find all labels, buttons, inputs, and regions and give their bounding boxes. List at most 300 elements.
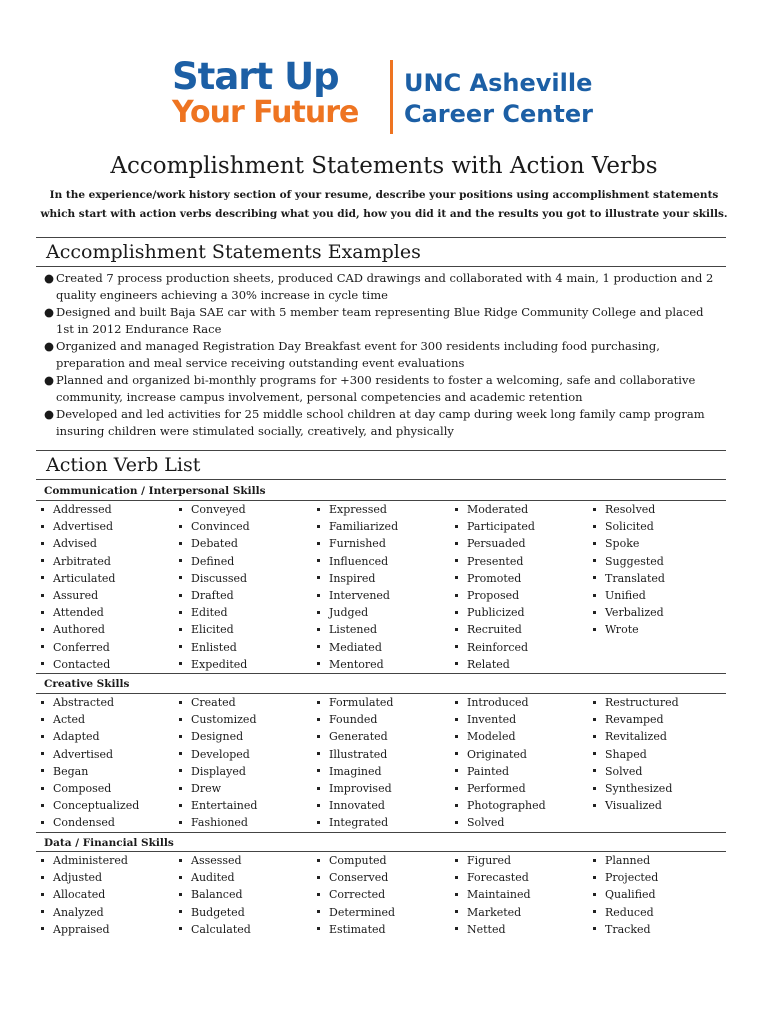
verb-label: Conceptualized [53,799,140,813]
square-bullet-icon [593,559,596,562]
verb-label: Mentored [329,657,384,671]
list-item [38,639,176,656]
square-bullet-icon [179,718,182,721]
square-bullet-icon [455,611,458,614]
square-bullet-icon [317,910,320,913]
square-bullet-icon [593,927,596,930]
square-bullet-icon [179,525,182,528]
list-item [176,797,314,814]
verb-column [314,852,452,938]
square-bullet-icon [593,859,596,862]
verb-label: Displayed [191,764,246,778]
list-item [176,746,314,763]
verb-label: Assessed [191,854,242,867]
square-bullet-icon [455,910,458,913]
square-bullet-icon [593,611,596,614]
verb-label: Proposed [467,589,520,603]
verb-label: Allocated [53,888,106,902]
verb-label: Arbitrated [53,554,111,568]
verb-label: Developed [191,747,250,761]
verb-label: Solved [605,764,643,778]
square-bullet-icon [179,662,182,665]
verb-label: Authored [53,623,105,637]
square-bullet-icon [179,821,182,824]
verb-label: Revamped [605,713,664,727]
examples-heading: Accomplishment Statements Examples [46,241,421,263]
verb-grid-data-financial [38,852,728,938]
list-item [314,639,452,656]
square-bullet-icon [455,927,458,930]
list-item [590,797,728,814]
verb-label: Drew [191,782,222,796]
verb-grid-communication [38,501,728,673]
verb-label: Restructured [605,696,679,709]
verb-label: Adjusted [53,871,103,885]
list-item [452,656,590,673]
verb-label: Attended [53,606,104,620]
square-bullet-icon [455,735,458,738]
list-item [452,797,590,814]
square-bullet-icon [593,594,596,597]
list-item [590,604,728,621]
square-bullet-icon [41,611,44,614]
square-bullet-icon [317,718,320,721]
square-bullet-icon [41,508,44,511]
career-center-logo [172,55,602,138]
list-item: ● Developed and led activities for 25 middle school children at day camp during week long family camp program insuring children were stimulated socially, creatively, and physically [44,407,705,438]
verb-label: Expressed [329,503,387,516]
square-bullet-icon [455,576,458,579]
verb-label: Spoke [605,537,640,551]
square-bullet-icon [179,508,182,511]
section-divider [36,832,726,833]
verb-label: Computed [329,854,387,867]
verb-label: Introduced [467,696,529,709]
list-item [314,886,452,903]
bullet-icon: ● [44,305,55,319]
list-item [176,904,314,921]
verb-label: Suggested [605,554,664,568]
verb-label: Judged [329,606,369,620]
logo-organization [404,68,593,130]
list-item [38,535,176,552]
verb-column [176,852,314,938]
square-bullet-icon [179,927,182,930]
square-bullet-icon [41,645,44,648]
verb-label: Integrated [329,816,389,830]
verb-label: Generated [329,730,388,744]
square-bullet-icon [593,508,596,511]
list-item [314,694,452,711]
square-bullet-icon [317,611,320,614]
verb-column [314,501,452,673]
verb-label: Imagined [329,764,382,778]
square-bullet-icon [41,769,44,772]
verb-label: Founded [329,713,378,727]
verb-label: Visualized [605,799,662,813]
square-bullet-icon [41,662,44,665]
verb-label: Adapted [53,730,100,744]
list-item [452,694,590,711]
verb-label: Audited [191,871,235,885]
verb-column [590,852,728,938]
square-bullet-icon [455,508,458,511]
square-bullet-icon [179,628,182,631]
verb-label: Wrote [605,623,639,637]
verb-label: Forecasted [467,871,529,885]
verb-label: Assured [53,589,99,603]
list-item: ● Created 7 process production sheets, produced CAD drawings and collaborated with 4 main, 1 production and 2 quality engineers achieving a 30% increase in cycle time [44,271,714,302]
list-item [314,621,452,638]
verb-label: Revitalized [605,730,667,744]
verb-label: Figured [467,854,512,867]
square-bullet-icon [317,927,320,930]
verb-label: Composed [53,782,112,796]
verb-label: Balanced [191,888,243,902]
bullet-icon: ● [44,271,55,285]
square-bullet-icon [455,769,458,772]
verb-label: Improvised [329,782,392,796]
square-bullet-icon [455,804,458,807]
list-item [176,639,314,656]
list-item [452,814,590,831]
square-bullet-icon [41,893,44,896]
list-item [590,711,728,728]
verb-label: Translated [605,571,665,585]
verb-label: Modeled [467,730,516,744]
square-bullet-icon [455,821,458,824]
verb-column [590,501,728,673]
list-item [176,518,314,535]
square-bullet-icon [317,752,320,755]
verb-label: Conferred [53,640,110,654]
square-bullet-icon [455,559,458,562]
list-item [314,797,452,814]
verb-label: Invented [467,713,517,727]
square-bullet-icon [179,542,182,545]
square-bullet-icon [41,628,44,631]
list-item [314,518,452,535]
square-bullet-icon [593,701,596,704]
list-item [38,797,176,814]
list-item [452,763,590,780]
list-item [590,553,728,570]
list-item [176,587,314,604]
square-bullet-icon [179,559,182,562]
verb-label: Administered [53,854,128,867]
square-bullet-icon [41,910,44,913]
verb-label: Verbalized [605,606,664,620]
logo-line-1: Start Up [172,55,339,98]
verb-column [38,694,176,832]
verb-label: Contacted [53,657,111,671]
square-bullet-icon [593,752,596,755]
square-bullet-icon [41,821,44,824]
list-item [452,587,590,604]
section-divider [36,450,726,451]
square-bullet-icon [317,576,320,579]
verb-label: Familiarized [329,520,399,534]
list-item [452,501,590,518]
verb-label: Advertised [53,747,114,761]
list-item [176,501,314,518]
verb-label: Maintained [467,888,531,902]
list-item [452,921,590,938]
verb-label: Designed [191,730,244,744]
square-bullet-icon [593,893,596,896]
list-item [452,518,590,535]
verb-label: Advertised [53,520,114,534]
verb-label: Reduced [605,905,654,919]
verb-label: Reinforced [467,640,529,654]
square-bullet-icon [41,559,44,562]
square-bullet-icon [317,804,320,807]
verb-label: Budgeted [191,905,245,919]
square-bullet-icon [41,594,44,597]
square-bullet-icon [317,876,320,879]
list-item: ● Designed and built Baja SAE car with 5 member team representing Blue Ridge Community College and placed 1st in 2012 Endurance Race [44,305,704,336]
verb-label: Synthesized [605,782,673,796]
square-bullet-icon [179,876,182,879]
square-bullet-icon [179,645,182,648]
list-item [38,728,176,745]
verb-label: Listened [329,623,378,637]
list-item [38,656,176,673]
verb-label: Enlisted [191,640,237,654]
verb-grid-creative [38,694,728,832]
verb-column [590,694,728,832]
verb-label: Projected [605,871,659,885]
square-bullet-icon [41,859,44,862]
verb-label: Conserved [329,871,389,885]
verb-label: Drafted [191,589,234,603]
verb-label: Convinced [191,520,250,534]
verb-label: Addressed [53,503,112,516]
section-divider [36,673,726,674]
verb-label: Customized [191,713,257,727]
list-item [38,886,176,903]
list-item [38,746,176,763]
verb-label: Resolved [605,503,656,516]
verb-column [452,852,590,938]
square-bullet-icon [179,576,182,579]
verb-label: Mediated [329,640,382,654]
square-bullet-icon [593,876,596,879]
square-bullet-icon [455,525,458,528]
verb-label: Presented [467,554,524,568]
square-bullet-icon [41,542,44,545]
verb-label: Furnished [329,537,386,551]
list-item [590,621,728,638]
list-item [176,728,314,745]
verb-label: Formulated [329,696,394,709]
list-item [590,869,728,886]
list-item [314,535,452,552]
list-item [38,694,176,711]
verb-label: Unified [605,589,646,603]
verb-label: Shaped [605,747,647,761]
square-bullet-icon [317,594,320,597]
verb-label: Planned [605,854,651,867]
square-bullet-icon [455,859,458,862]
square-bullet-icon [317,525,320,528]
square-bullet-icon [593,735,596,738]
logo-org-line-2: Career Center [404,100,593,128]
list-item [176,656,314,673]
list-item [314,852,452,869]
list-item [314,711,452,728]
list-item [314,570,452,587]
square-bullet-icon [593,787,596,790]
square-bullet-icon [593,628,596,631]
verb-label: Participated [467,520,535,534]
list-item [314,553,452,570]
bullet-icon: ● [44,373,55,387]
verb-label: Innovated [329,799,385,813]
square-bullet-icon [179,804,182,807]
square-bullet-icon [41,787,44,790]
list-item [452,570,590,587]
list-item [314,501,452,518]
list-item [176,535,314,552]
square-bullet-icon [179,910,182,913]
verb-label: Promoted [467,571,522,585]
intro-text: In the experience/work history section of your resume, describe your positions using accomplishment statements which start with action verbs describing what you did, how you did it and the results you got to illustrate your skills. [40,189,728,220]
list-item [590,763,728,780]
verb-label: Condensed [53,816,115,830]
verb-label: Analyzed [53,905,104,919]
verb-label: Corrected [329,888,386,902]
verb-list-heading: Action Verb List [46,454,201,476]
list-item [38,763,176,780]
list-item [38,587,176,604]
square-bullet-icon [455,628,458,631]
list-item [452,711,590,728]
list-item [314,587,452,604]
list-item [452,728,590,745]
list-item [314,904,452,921]
verb-label: Originated [467,747,527,761]
square-bullet-icon [317,662,320,665]
list-item [314,728,452,745]
list-item [176,711,314,728]
verb-label: Illustrated [329,747,388,761]
list-item [176,886,314,903]
verb-label: Photographed [467,799,546,813]
square-bullet-icon [317,645,320,648]
section-divider [36,479,726,480]
verb-label: Persuaded [467,537,526,551]
list-item [38,604,176,621]
square-bullet-icon [41,927,44,930]
square-bullet-icon [41,752,44,755]
list-item: ● Planned and organized bi-monthly programs for +300 residents to foster a welcoming, safe and collaborative community, increase campus involvement, personal competencies and academic retention [44,373,696,404]
list-item [590,852,728,869]
square-bullet-icon [41,576,44,579]
list-item [452,746,590,763]
list-item [38,621,176,638]
list-item [452,553,590,570]
list-item [314,921,452,938]
category-title-data-financial: Data / Financial Skills [44,837,174,849]
square-bullet-icon [179,769,182,772]
verb-label: Moderated [467,503,529,516]
list-item [452,535,590,552]
verb-column [176,694,314,832]
verb-column [38,852,176,938]
verb-label: Netted [467,922,506,936]
verb-label: Intervened [329,589,390,603]
verb-label: Created [191,696,236,709]
page-title: Accomplishment Statements with Action Verbs [110,153,658,179]
verb-label: Debated [191,537,238,551]
square-bullet-icon [455,718,458,721]
verb-label: Appraised [53,922,110,936]
list-item [452,639,590,656]
list-item [176,921,314,938]
square-bullet-icon [179,701,182,704]
verb-label: Estimated [329,922,386,936]
square-bullet-icon [317,628,320,631]
list-item [590,746,728,763]
verb-label: Entertained [191,799,258,813]
list-item [176,694,314,711]
list-item [590,904,728,921]
square-bullet-icon [317,508,320,511]
list-item [590,518,728,535]
verb-label: Solicited [605,520,654,534]
verb-label: Influenced [329,554,389,568]
square-bullet-icon [179,787,182,790]
logo-divider [390,60,393,134]
square-bullet-icon [455,876,458,879]
square-bullet-icon [41,525,44,528]
square-bullet-icon [317,735,320,738]
square-bullet-icon [593,718,596,721]
bullet-icon: ● [44,339,55,353]
square-bullet-icon [317,542,320,545]
list-item [452,886,590,903]
list-item [176,814,314,831]
list-item [452,621,590,638]
list-item [590,501,728,518]
verb-label: Discussed [191,571,248,585]
list-item [38,814,176,831]
list-item [176,553,314,570]
square-bullet-icon [317,787,320,790]
list-item [38,553,176,570]
square-bullet-icon [593,542,596,545]
list-item [176,604,314,621]
list-item [38,904,176,921]
list-item [38,780,176,797]
square-bullet-icon [455,893,458,896]
list-item [38,852,176,869]
list-item [176,621,314,638]
square-bullet-icon [179,752,182,755]
square-bullet-icon [179,735,182,738]
list-item [38,501,176,518]
list-item [314,746,452,763]
square-bullet-icon [317,769,320,772]
verb-label: Publicized [467,606,525,620]
square-bullet-icon [41,804,44,807]
square-bullet-icon [317,893,320,896]
verb-label: Performed [467,782,526,796]
square-bullet-icon [455,701,458,704]
verb-label: Edited [191,606,228,620]
square-bullet-icon [593,576,596,579]
